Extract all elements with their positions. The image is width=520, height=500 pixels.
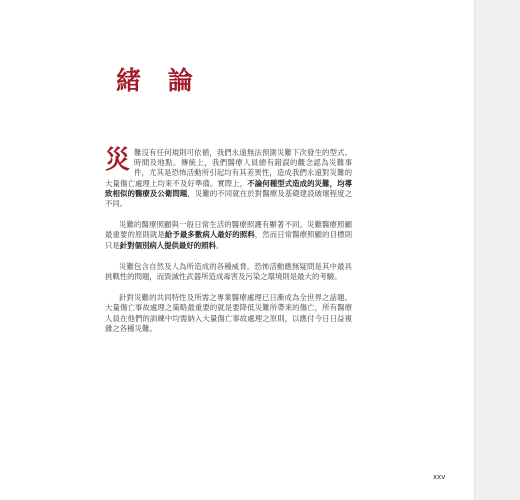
text-segment: 針對災難的共同特性及所需之專業醫療處理已日漸成為全世界之話題。大量傷亡事故處理之策略最重要的就是要降低災難所帶來的傷亡，所有醫療人員在他們的訓練中均需納入大量傷亡事故處理之原則，以應付今日日益複雜之各種災難。 (105, 293, 352, 333)
text-segment: 災難的醫療照顧與一般日常生活的醫療照護有顯著不同。災難醫療照顧最重要的原則就是 (105, 220, 352, 240)
text-segment: ，災難的不同就在於對醫療及基礎建設破壞程度之不同。 (105, 188, 352, 209)
paragraph-1 (105, 145, 352, 209)
body-text (105, 145, 352, 345)
text-segment: 。 (215, 240, 224, 250)
drop-cap: 災 (105, 145, 131, 174)
bold-text-segment: 不論何種型式造成的災難，均導致相似的醫療及公衛問題 (105, 178, 352, 198)
chapter-title: 緒 論 (116, 66, 202, 95)
paragraph-3 (105, 262, 352, 282)
text-segment: ，然而日常醫療照顧的目標則只是 (105, 230, 352, 250)
paragraph-4 (105, 293, 352, 334)
side-margin-panel (475, 0, 520, 500)
text-segment: 難沒有任何規則可依循，我們永遠無法預測災難下次發生的型式、時間及地點。傳統上，我們醫療人員總有錯誤的觀念認為災難事件，尤其是恐怖活動所引起均有其差異性，造成我們永遠對災難的大量傷亡處理上均來不及好準備。實際上， (105, 148, 352, 188)
page-number: xxv (433, 473, 446, 481)
bold-text-segment: 給予最多數病人最好的照料 (164, 230, 255, 240)
paragraph-2 (105, 220, 352, 251)
bold-text-segment: 針對個別病人提供最好的照料 (119, 240, 216, 250)
text-segment: 災難包含自然及人為所造成的各種威脅。恐怖活動應無疑問是其中最具挑戰性的問題，而毀滅性武器所造成毒害及污染之環境則是最大的考驗。 (105, 261, 352, 282)
